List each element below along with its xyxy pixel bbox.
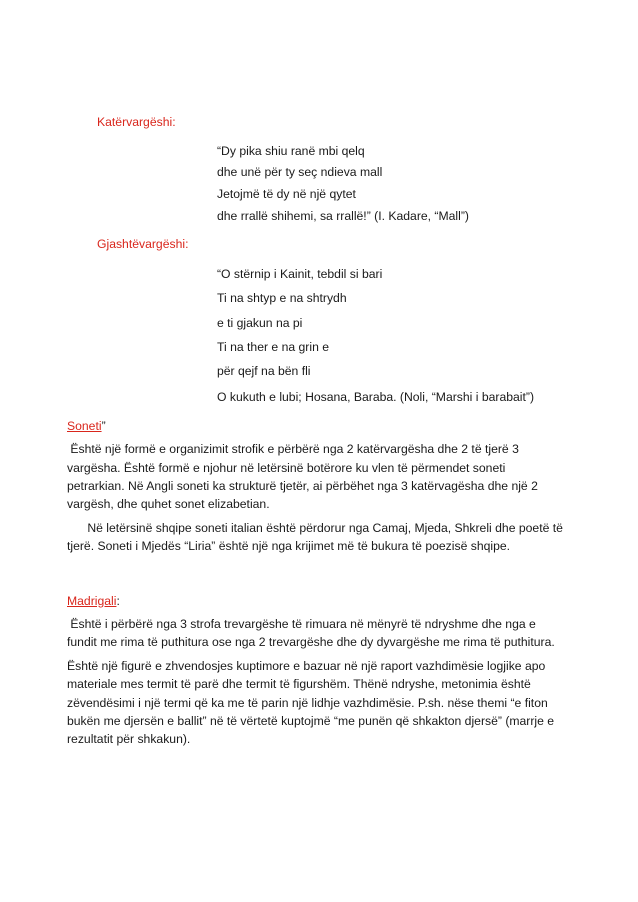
quatrain-heading: Katërvargëshi: — [97, 115, 176, 129]
sestet-line: për qejf na bën fli — [217, 364, 311, 378]
quatrain-line: dhe unë për ty seç ndieva mall — [217, 165, 383, 179]
sestet-heading: Gjashtëvargëshi: — [97, 237, 189, 251]
sestet-line: Ti na shtyp e na shtrydh — [217, 291, 347, 305]
quatrain-line: dhe rrallë shihemi, sa rrallë!” (I. Kadare, “Mall”) — [217, 209, 469, 223]
quatrain-line: “Dy pika shiu ranë mbi qelq — [217, 144, 365, 158]
sestet-line: O kukuth e lubi; Hosana, Baraba. (Noli, “Marshi i barabait”) — [217, 390, 535, 404]
soneti-line: petrarkian. Në Angli soneti ka strukturë tjetër, ai përbëhet nga 3 katërvagësha dhe një 2 — [67, 479, 538, 493]
sestet-line: Ti na ther e na grin e — [217, 340, 330, 354]
soneti-line: Në letërsinë shqipe soneti italian është përdorur nga Camaj, Mjeda, Shkreli dhe poetë të — [67, 521, 563, 535]
madrigali-heading-suffix: : — [116, 594, 120, 608]
soneti-line: tjerë. Soneti i Mjedës “Liria” është një nga krijimet më të bukura të poezisë shqipe. — [67, 539, 511, 553]
soneti-line: vargësh, dhe quhet sonet elizabetian. — [67, 497, 270, 511]
madrigali-heading: Madrigali — [67, 594, 117, 608]
madrigali-line: bukën me djersën e ballit” në të vërtetë kuptojmë “me punën që shkakton djersë” (marrje e — [67, 714, 555, 728]
madrigali-line: materiale mes termit të parë dhe termit të figurshëm. Thënë ndryshe, metonimia është — [67, 677, 531, 691]
madrigali-line: Është i përbërë nga 3 strofa trevargëshe të rimuara në mënyrë të ndryshme dhe nga e — [67, 617, 536, 631]
madrigali-line: zëvendësimi i një termi që ka me të parin një lidhje vazhdimësie. P.sh. nëse themi “e fiton — [67, 696, 548, 710]
quatrain-line: Jetojmë të dy në një qytet — [217, 187, 356, 201]
soneti-heading: Soneti — [67, 419, 102, 433]
madrigali-line: Është një figurë e zhvendosjes kuptimore e bazuar në një raport vazhdimësie logjike apo — [67, 659, 546, 673]
soneti-heading-suffix: ” — [101, 419, 106, 433]
madrigali-line: rezultatit për shkakun). — [67, 732, 191, 746]
sestet-line: e ti gjakun na pi — [217, 316, 303, 330]
sestet-line: “O stërnip i Kainit, tebdil si bari — [217, 267, 383, 281]
soneti-line: Është një formë e organizimit strofik e përbërë nga 2 katërvargësha dhe 2 të tjerë 3 — [67, 442, 519, 456]
madrigali-heading-row — [67, 594, 120, 608]
soneti-line: vargësha. Është formë e njohur në letërsinë botërore ku vlen të përmendet soneti — [67, 461, 506, 475]
madrigali-line: fundit me rima të puthitura ose nga 2 trevargëshe dhe dy dyvargëshe me rima të puthitura. — [67, 635, 555, 649]
soneti-heading-row — [67, 419, 106, 433]
